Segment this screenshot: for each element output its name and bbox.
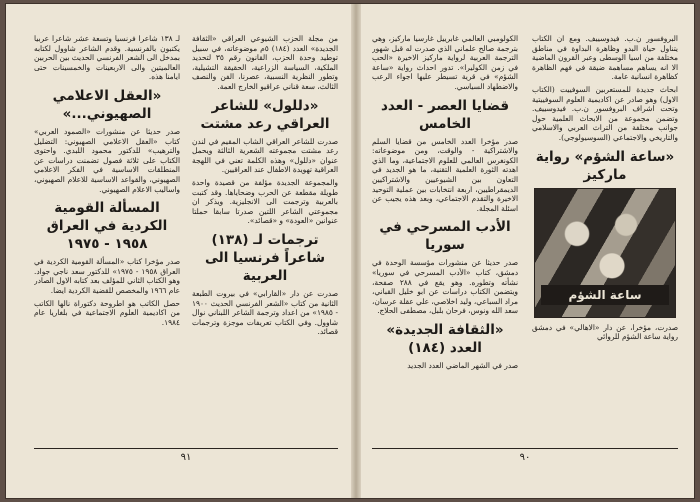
article-paragraph: الكولومبي العالمي غابرييل غارسيا ماركيز، وهي بترجمة صالح علماني الذي صدرت له قبل شهور الترجمة العربية لرواية ماركيز الاخيرة «الحب في زمن الكوليرا». تدور احداث رواية «ساعة الشؤم» في قرية تسيطر عليها اجواء الرعب والاضطهاد السياسي.	[372, 34, 518, 91]
article-paragraph: حصل الكاتب هو اطروحة دكتوراة نالها الكاتب من اكاديمية العلوم الاجتماعية في بلغاريا عام ١٩٨٤.	[34, 298, 180, 327]
article-paragraph: صدر مؤخرا العدد الخامس من قضايا السلم والاشتراكية - والوقت، ومن موضوعاته: الكونغرس العالمي للعلوم الاجتماعية، وما الذي اهدته الثورة العلمية التقنية، ما هو الجديد في التعاون بين الشيوعيين والاشتراكيين الديمقراطيين، اربعة انتخابات بين عملية التوحيد الاخيرة والتقدم الاجتماعي، وبعد هذه يجيب عن اسئلة المجلة.	[372, 136, 518, 213]
page-number: ٩١	[180, 452, 192, 463]
article-paragraph: صدرت للشاعر العراقي الشاب المقيم في لندن رعد مشتت مجموعته الشعرية الثالثة ويحمل عنوان «دللول» وهذه الكلمة تعني في اللهجة العراقية تهويدة الاطفال عند العراقيين.	[192, 136, 338, 175]
article-headline: «الثقافة الجديدة» العدد (١٨٤)	[386, 321, 504, 356]
article-paragraph: ابحاث جديدة للمستعربين السوفييت (الكتاب الاول) وهو صادر عن اكاديمية العلوم السوفييتية وتحت اشراف البروفسور ن.ب. فيدوسييف. وتضمن مجموعة من الابحاث العلمية حول جوانب مختلفة من التراث العربي والاسلامي والتاريخي والاجتماعي (السوسيولوجي).	[532, 84, 678, 142]
book-gutter	[351, 4, 361, 498]
article-paragraph: صدر حديثا عن منشورات مؤسسة الوحدة في دمشق، كتاب «الأدب المسرحي في سوريا» نشأته وتطوره. وهو يقع في ٢٨٨ صفحة، ويتضمن الكتاب دراسات عن ابو خليل القباني، مراد السباعي، وليد اخلاصي، علي عقلة عرسان، سعد الله ونوس، فرحان بلبل، مصطفى الحلاج.	[372, 258, 518, 316]
left-page	[34, 34, 338, 464]
article-headline: «ساعة الشؤم» رواية ماركيز	[535, 148, 675, 183]
article-headline: المسألة القومية الكردية في العراق ١٩٥٨ - ١٩٧٥	[46, 200, 168, 253]
right-page-left-column	[372, 34, 518, 439]
article-paragraph: من مجلة الحزب الشيوعي العراقي «الثقافة الجديدة» العدد (١٨٤) ٥م موضوعاته، في سبيل توطيد وحدة الحزب، القانون رقم ٣٥ لتحديد الملكية، السياسة الزراعية، الحقيقة التشيلية، وتطور النظرية النسبية، عصرنا، الفن والنصف الثالث، سعة قناني عراقيو الخارج العمة.	[192, 34, 338, 91]
article-headline: «العقل الاعلامي الصهيوني...»	[52, 87, 162, 122]
article-headline: الأدب المسرحي في سوريا	[379, 219, 511, 254]
page-number: ٩٠	[519, 452, 531, 463]
article-headline: قضايا العصر - العدد الخامس	[380, 97, 510, 132]
book-spread	[6, 4, 694, 498]
article-paragraph: صدر في الشهر الماضي العدد الجديد	[407, 360, 518, 370]
article-paragraph: صدر مؤخرا كتاب «المسألة القومية الكردية في العراق ١٩٥٨ - ١٩٧٥» للدكتور سعد ناجي جواد. وهو الكتاب الثاني للمؤلف بعد كتابه الاول الصادر عام ١٩٦٦ والمخصص للقضية الكردية ايضا.	[34, 257, 180, 295]
book-cover-title: ساعة الشؤم	[541, 285, 669, 305]
article-paragraph: صدرت عن دار «القارابي» في بيروت الطبعة الثانية من كتاب «الشعر الفرنسي الحديث ١٩٠٠ - ١٩٨٥» من اعداد وترجمة الشاعر اللبناني نوال شاوول. وفي الكتاب تعريفات موجزة وترجمات قصائد.	[192, 288, 338, 337]
article-paragraph: والمجموعة الجديدة مؤلفة من قصيدة واحدة طويلة مقطعة عن الحرب وضحاياها. وقد كتبت بالعربية وترجمت الى الانجليزية. ويذكر ان مجموعتي الشاعر اللتين صدرتا سابقا حملتا عنوانين «العودة» و «قصائد».	[192, 177, 338, 226]
article-paragraph: صدر حديثا عن منشورات «الصمود العربي» كتاب «العقل الاعلامي الصهيوني: التضليل والترهيب» للدكتور محمود اللبدي. واحتوى الكتاب على ثلاثة فصول تضمنت دراسات عن المنطلقات الاساسية في الفكر الاعلامي الصهيوني، والقواعد الاساسية للاعلام الصهيوني، واساليب الاعلام الصهيوني.	[34, 126, 180, 194]
right-page-right-column	[532, 34, 678, 439]
left-page-left-column	[34, 34, 180, 439]
book-cover-image	[534, 188, 676, 318]
right-page	[372, 34, 678, 464]
footer-rule	[372, 448, 678, 449]
left-page-right-column	[192, 34, 338, 439]
article-paragraph: لـ ١٣٨ شاعرا فرنسيا وتسعة عشر شاعرا عربيا يكتبون بالفرنسية. وقدم الشاعر شاوول لكتابه بمدخل الى الشعر الفرنسي الحديث بين الحربين العالميتين والى الاربعينات والخمسينات حتى ايامنا هذه.	[34, 34, 180, 82]
article-headline: «دللول» للشاعر العراقي رعد مشتت	[200, 97, 330, 132]
footer-rule	[34, 448, 338, 449]
article-headline: ترجمات لـ (١٣٨) شاعراً فرنسيا الى العربية	[205, 231, 325, 284]
article-paragraph: صدرت، مؤخرا، عن دار «الاهالي» في دمشق رواية ساعة الشؤم للروائي	[532, 322, 678, 342]
article-paragraph: البروفسور ن.ب. فيدوسييف. ومع ان الكتاب يتناول حياة البدو وظاهرة البداوة في مناطق مختلفة من اسيا الوسطى وعبر القرون الماضية الا انه يساهم مساهمة ضيقة في فهم الظاهرة كظاهرة انسانية عامة.	[532, 34, 678, 82]
